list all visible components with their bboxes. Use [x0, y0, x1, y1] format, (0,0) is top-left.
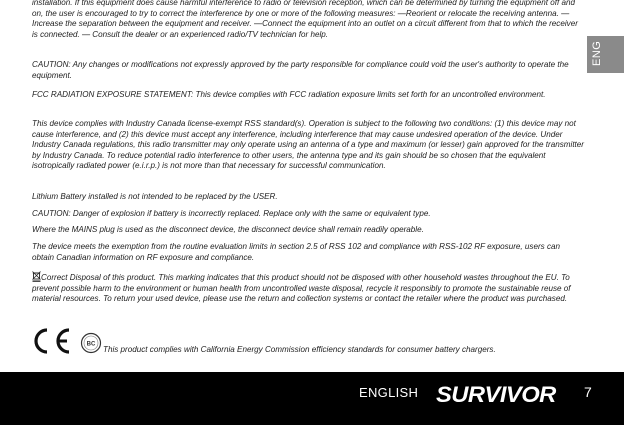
rss-102-paragraph: The device meets the exemption from the routine evaluation limits in section 2.5 of RSS 102 and compliance with RSS-102 RF exposure, users can obtain Canadian information on RF exposure and compliance.: [32, 242, 561, 262]
fcc-interference-paragraph: installation. If this equipment does cause harmful interference to radio or television reception, which can be determined by turning the equipment off and on, the user is encouraged to try to correct the interference by one or more of the following measures: —Reorient or relocate the receiving antenna. —Increase the separation between the equipment and receiver. —Connect the equipment into an outlet on a circuit different from that to which the receiver is connected. — Consult the dealer or an experienced radio/TV technician for help.: [32, 0, 578, 39]
weee-disposal-paragraph: [32, 270, 584, 305]
caution-explosion-paragraph: CAUTION: Danger of explosion if battery is incorrectly replaced. Replace only with the same or equivalent type.: [32, 209, 431, 218]
caution-modifications-paragraph: CAUTION: Any changes or modifications not expressly approved by the party responsible for compliance could void the user's authority to operate the equipment.: [32, 60, 569, 80]
crossed-bin-icon: [32, 270, 41, 282]
page-number: 7: [584, 384, 592, 400]
lithium-battery-paragraph: Lithium Battery installed is not intended to be replaced by the USER.: [32, 192, 278, 201]
language-tab-label: ENG: [591, 40, 603, 66]
brand-logo: SURVIVOR: [436, 382, 556, 407]
footer-language: ENGLISH: [359, 385, 419, 400]
page-footer: [0, 372, 624, 425]
certification-marks: [32, 327, 592, 357]
ce-mark-icon: [32, 327, 72, 355]
cec-statement: This product complies with California Energy Commission efficiency standards for consumer battery chargers.: [103, 345, 496, 354]
svg-text:BC: BC: [86, 341, 96, 348]
weee-disposal-text: Correct Disposal of this product. This marking indicates that this product should not be disposed with other household wastes throughout the EU. To prevent possible harm to the environment or human health from uncontrolled waste disposal, recycle it responsibly to promote the sustainable reuse of material resources. To return your used device, please use the return and collection systems or contact the retailer where the product was purchased.: [32, 273, 571, 304]
industry-canada-paragraph: This device complies with Industry Canada license-exempt RSS standard(s). Operation is subject to the following two conditions: (1) this device may not cause interference, and (2) this device must accept any interference, including interference that may cause undesired operation of the device. Under Industry Canada regulations, this radio transmitter may only operate using an antenna of a type and maximum (or lesser) gain approved for the transmitter by Industry Canada. To reduce potential radio interference to other users, the antenna type and its gain should be so chosen that the equivalent isotropically radiated power (e.i.r.p.) is not more than that necessary for successful communication.: [32, 119, 585, 171]
battery-charger-mark-icon: [80, 332, 102, 354]
language-tab: [587, 36, 624, 73]
fcc-radiation-paragraph: FCC RADIATION EXPOSURE STATEMENT: This device complies with FCC radiation exposure limits set forth for an uncontrolled environment.: [32, 90, 546, 99]
mains-plug-paragraph: Where the MAINS plug is used as the disconnect device, the disconnect device shall remain readily operable.: [32, 225, 424, 234]
